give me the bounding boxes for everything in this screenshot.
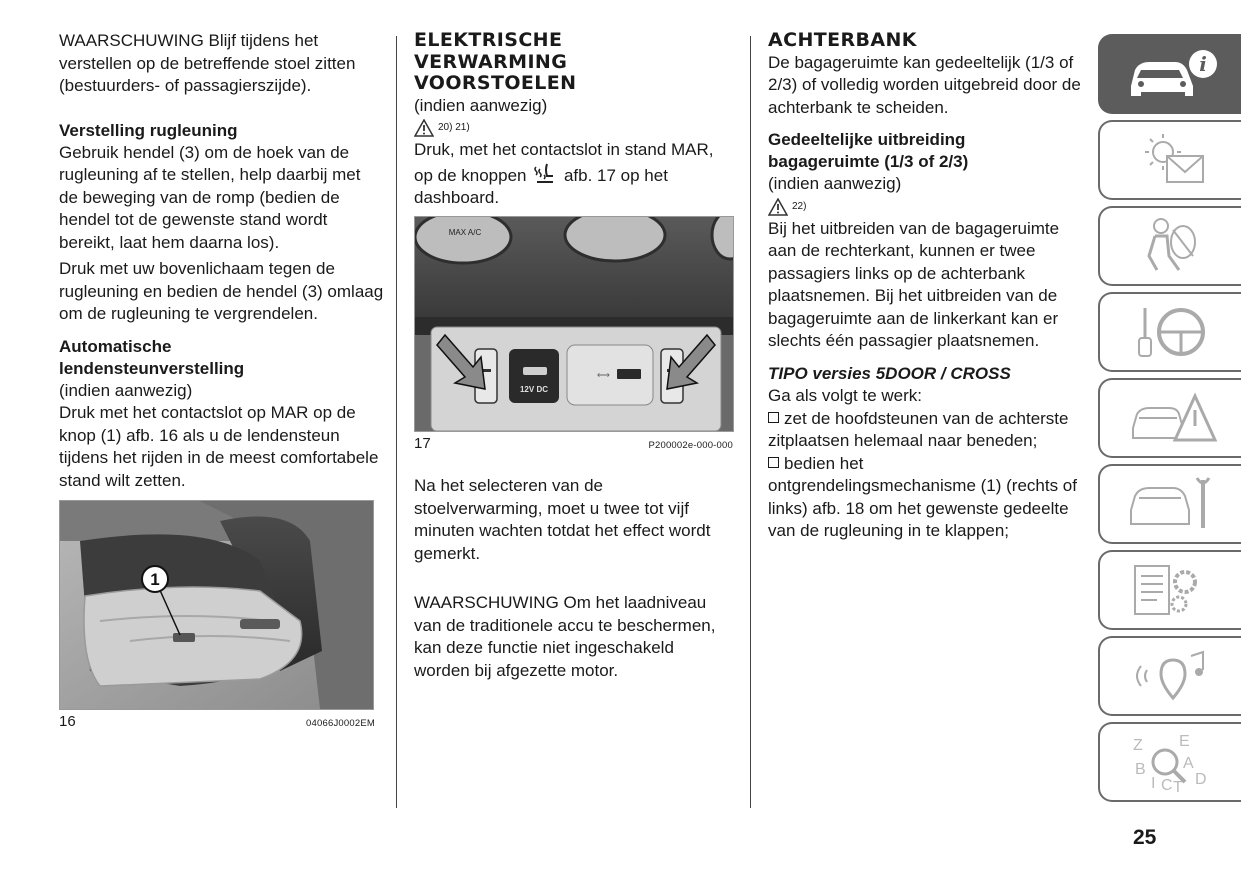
- breakdown-warning-icon: [1121, 388, 1221, 448]
- rear-seat-paragraph-1: De bagageruimte kan gedeeltelijk (1/3 of 2/3) of volledig worden uitgebreid door de achterbank te scheiden.: [768, 52, 1081, 117]
- figure-16-caption: [59, 711, 375, 736]
- car-service-icon: [1121, 474, 1221, 534]
- heated-seats-optional-note: (indien aanwezig): [414, 95, 548, 115]
- backrest-paragraph-1: Gebruik hendel (3) om de hoek van de rugleuning af te stellen, help daarbij met de beweging van de romp (bedien de hendel tot de gewenste stand wordt bereikt, laat hem daarna los).: [59, 142, 361, 252]
- svg-text:E: E: [1178, 733, 1190, 750]
- tab-technical-data[interactable]: [1098, 550, 1241, 630]
- tab-safety[interactable]: [1098, 206, 1241, 286]
- callout-1: 1: [150, 570, 160, 589]
- lumbar-paragraph: Druk met het contactslot op MAR op de knop (1) afb. 16 als u de lendensteun tijdens het rijden in de meest comfortabele stand wilt zetten.: [59, 403, 379, 490]
- warning-triangle-icon: [414, 119, 434, 137]
- seat-lumbar-illustration: [60, 501, 373, 709]
- 12v-dc-label: 12V DC: [519, 384, 549, 394]
- airbag-safety-icon: [1121, 216, 1221, 276]
- alphabet-index-icon: [1121, 732, 1221, 792]
- warning-reference-20-21: 20) 21): [414, 117, 734, 139]
- heated-seats-paragraph-1: Druk, met het contactslot in stand MAR, op de knoppen afb. 17 op het dashboard.: [414, 140, 714, 207]
- figure-16-number: 16: [59, 713, 76, 730]
- figure-17-number: 17: [414, 434, 431, 452]
- svg-text:C: C: [1160, 777, 1173, 792]
- figure-17-code: P200002e-000-000: [648, 439, 733, 451]
- max-ac-label: MAX A/C: [448, 227, 482, 237]
- checkbox-bullet-icon: [768, 412, 779, 423]
- lumbar-heading-line-2: lendensteunverstelling: [59, 358, 245, 378]
- partial-extension-optional-note: (indien aanwezig): [768, 174, 902, 193]
- lumbar-heading-line-1: Automatische: [59, 336, 172, 356]
- usb-icon: ⟷: [597, 369, 610, 380]
- procedure-step-2a: bedien het: [768, 453, 1088, 476]
- page-number: 25: [1133, 826, 1157, 849]
- svg-text:i: i: [1198, 52, 1207, 76]
- key-steering-icon: [1121, 302, 1221, 362]
- right-column: [768, 30, 1088, 543]
- rear-seat-title: ACHTERBANK: [768, 29, 917, 51]
- column-divider-1: [396, 36, 397, 808]
- partial-extension-paragraph: Bij het uitbreiden van de bagageruimte aan de rechterkant, kunnen er twee passagiers links op de achterbank plaatsnemen. Bij het uitbreiden van de bagageruimte aan de linkerkant kan er slechts één passagier plaatsnemen.: [768, 218, 1060, 350]
- procedure-step-1: zet de hoofdsteunen van de achterste zitplaatsen helemaal naar beneden;: [768, 408, 1069, 450]
- specs-gears-icon: [1121, 560, 1221, 620]
- tab-multimedia[interactable]: [1098, 636, 1241, 716]
- warning-triangle-icon: [768, 198, 788, 216]
- figure-16-seat-photo: [59, 500, 374, 710]
- figure-17-dashboard-photo: [414, 216, 734, 432]
- svg-text:I: I: [1150, 775, 1155, 792]
- multimedia-icon: [1121, 646, 1221, 706]
- tab-maintenance[interactable]: [1098, 464, 1241, 544]
- svg-text:A: A: [1182, 755, 1194, 772]
- procedure-intro: Ga als volgt te werk:: [768, 386, 923, 405]
- lumbar-optional-note: (indien aanwezig): [59, 380, 193, 400]
- heated-seats-title-2: VERWARMING: [414, 50, 568, 73]
- svg-text:Z: Z: [1132, 737, 1143, 754]
- heated-seats-title-3: VOORSTOELEN: [414, 72, 577, 94]
- left-column: [59, 30, 384, 736]
- heated-seats-title-1: ELEKTRISCHE: [414, 29, 563, 51]
- chapter-tabs[interactable]: [1098, 34, 1241, 808]
- seat-heating-icon: [533, 162, 557, 184]
- figure-17-caption: [414, 433, 733, 458]
- tab-lights-messages[interactable]: [1098, 120, 1241, 200]
- warning-reference-22: 22): [768, 196, 1088, 218]
- car-info-icon: [1121, 46, 1221, 102]
- tab-index[interactable]: [1098, 722, 1241, 802]
- backrest-heading: Verstelling rugleuning: [59, 120, 238, 140]
- tab-emergency[interactable]: [1098, 378, 1241, 458]
- battery-warning: WAARSCHUWING Om het laadniveau van de traditionele accu te beschermen, kan deze functie niet ingeschakeld worden bij afgezette motor.: [414, 593, 716, 680]
- figure-16-code: 04066J0002EM: [306, 718, 375, 729]
- lights-message-icon: [1121, 130, 1221, 190]
- column-divider-2: [750, 36, 751, 808]
- partial-extension-heading-2: bagageruimte (1/3 of 2/3): [768, 152, 969, 171]
- seat-adjust-warning: WAARSCHUWING Blijf tijdens het verstellen op de betreffende stoel zitten (bestuurders- of passagierszijde).: [59, 31, 356, 95]
- procedure-step-2b: ontgrendelingsmechanisme (1) (rechts of links) afb. 18 om het gewenste gedeelte van de rugleuning in te klappen;: [768, 476, 1077, 540]
- svg-text:T: T: [1172, 779, 1183, 792]
- tab-starting-driving[interactable]: [1098, 292, 1241, 372]
- backrest-paragraph-2: Druk met uw bovenlichaam tegen de rugleuning en bedien de hendel (3) omlaag om de rugleuning te vergrendelen.: [59, 259, 384, 323]
- checkbox-bullet-icon: [768, 457, 779, 468]
- svg-text:D: D: [1194, 771, 1207, 788]
- tipo-versions-heading: TIPO versies 5DOOR / CROSS: [768, 363, 1011, 383]
- middle-column: [414, 30, 734, 682]
- tab-car-info[interactable]: [1098, 34, 1241, 114]
- partial-extension-heading-1: Gedeeltelijke uitbreiding: [768, 130, 966, 149]
- dashboard-switch-illustration: [415, 217, 733, 431]
- heated-seats-paragraph-2: Na het selecteren van de stoelverwarming, moet u twee tot vijf minuten wachten totdat het effect wordt gemerkt.: [414, 476, 711, 563]
- svg-text:B: B: [1134, 761, 1146, 778]
